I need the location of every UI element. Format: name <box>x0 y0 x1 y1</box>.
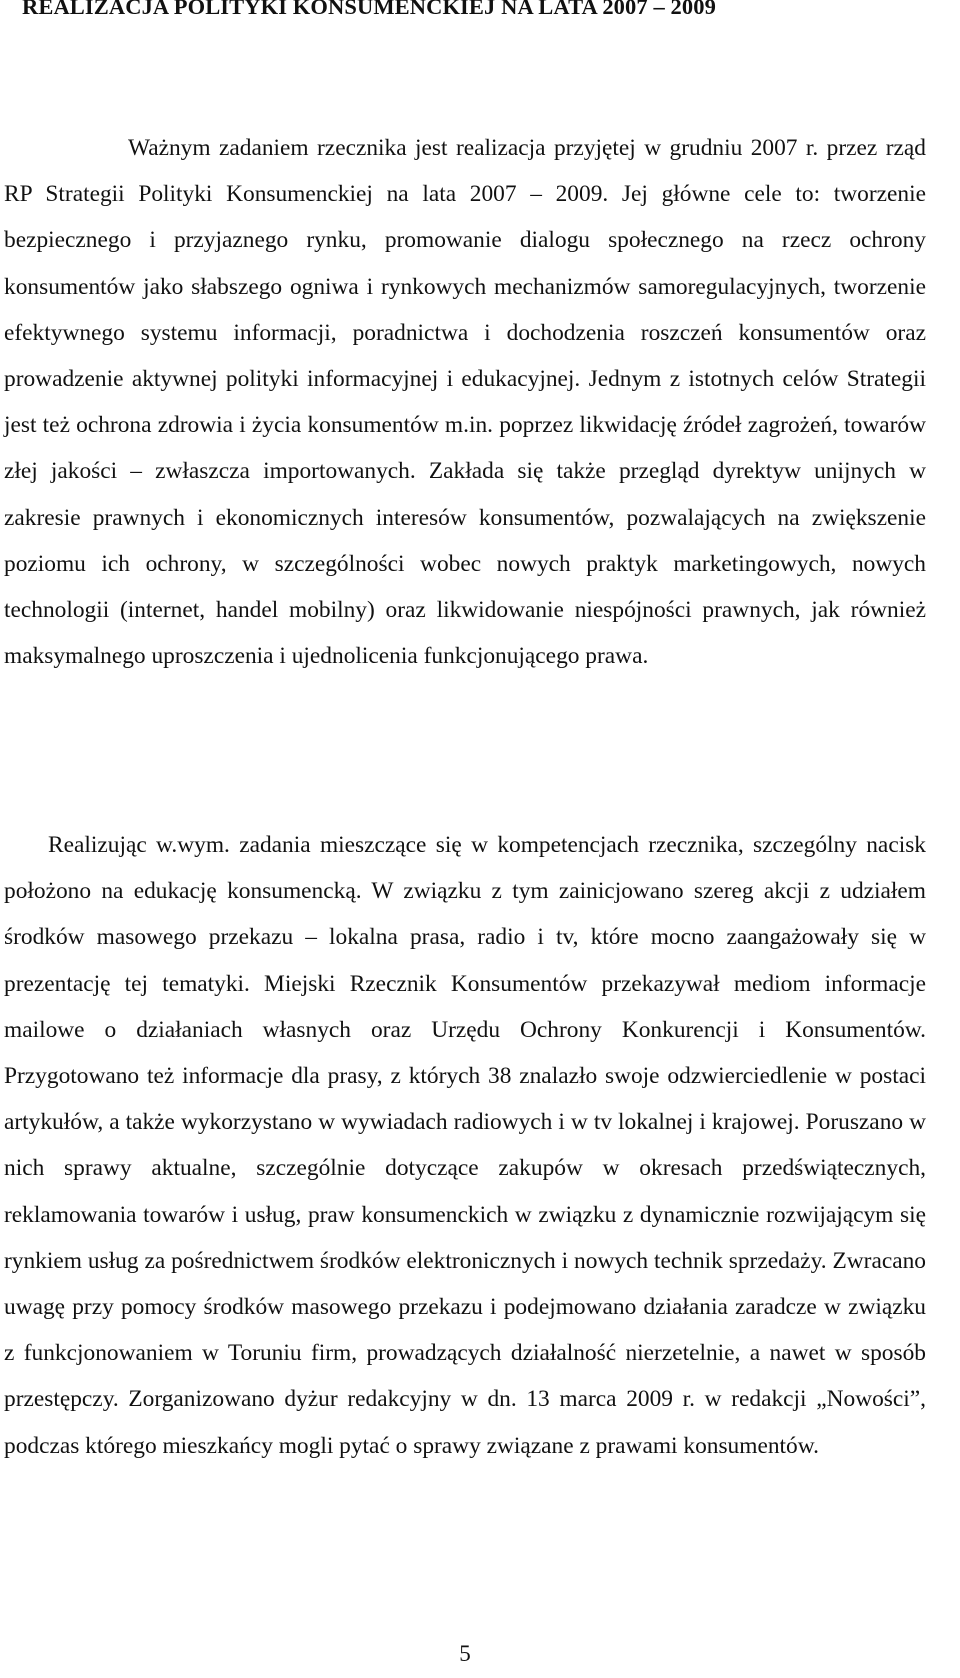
page-number: 5 <box>459 1641 471 1666</box>
paragraph-education: Realizując w.wym. zadania mieszczące się w kompetencjach rzecznika, szczególny nacisk położono na edukację konsumencką. W związku z tym zainicjowano szereg akcji z udziałem środków masowego przekazu – lokalna prasa, radio i tv, które mocno zaangażowały się w prezentację tej tematyki. Miejski Rzecznik Konsumentów przekazywał mediom informacje mailowe o działaniach własnych oraz Urzędu Ochrony Konkurencji i Konsumentów. Przygotowano też informacje dla prasy, z których 38 znalazło swoje odzwierciedlenie w postaci artykułów, a także wykorzystano w wywiadach radiowych i w tv lokalnej i krajowej. Poruszano w nich sprawy aktualne, szczególnie dotyczące zakupów w okresach przedświątecznych, reklamowania towarów i usług, praw konsumenckich w związku z dynamicznie rozwijającym się rynkiem usług za pośrednictwem środków elektronicznych i nowych technik sprzedaży. Zwracano uwagę przy pomocy środków masowego przekazu i podejmowano działania zaradcze w związku z funkcjonowaniem w Toruniu firm, prowadzących działalność nierzetelnie, a nawet w sposób przestępczy. Zorganizowano dyżur redakcyjny w dn. 13 marca 2009 r. w redakcji „Nowości”, podczas którego mieszkańcy mogli pytać o sprawy związane z prawami konsumentów. <box>4 832 926 1459</box>
paragraph-strategy: Ważnym zadaniem rzecznika jest realizacja przyjętej w grudniu 2007 r. przez rząd RP Strategii Polityki Konsumenckiej na lata 2007 – 2009. Jej główne cele to: tworzenie bezpiecznego i przyjaznego rynku, promowanie dialogu społecznego na rzecz ochrony konsumentów jako słabszego ogniwa i rynkowych mechanizmów samoregulacyjnych, tworzenie efektywnego systemu informacji, poradnictwa i dochodzenia roszczeń konsumentów oraz prowadzenie aktywnej polityki informacyjnej i edukacyjnej. Jednym z istotnych celów Strategii jest też ochrona zdrowia i życia konsumentów m.in. poprzez likwidację źródeł zagrożeń, towarów złej jakości – zwłaszcza importowanych. Zakłada się także przegląd dyrektyw unijnych w zakresie prawnych i ekonomicznych interesów konsumentów, pozwalających na zwiększenie poziomu ich ochrony, w szczególności wobec nowych praktyk marketingowych, nowych technologii (internet, handel mobilny) oraz likwidowanie niespójności prawnych, jak również maksymalnego uproszczenia i ujednolicenia funkcjonującego prawa. <box>4 135 926 670</box>
section-heading: REALIZACJA POLITYKI KONSUMENCKIEJ NA LATA 2007 – 2009 <box>22 0 716 19</box>
